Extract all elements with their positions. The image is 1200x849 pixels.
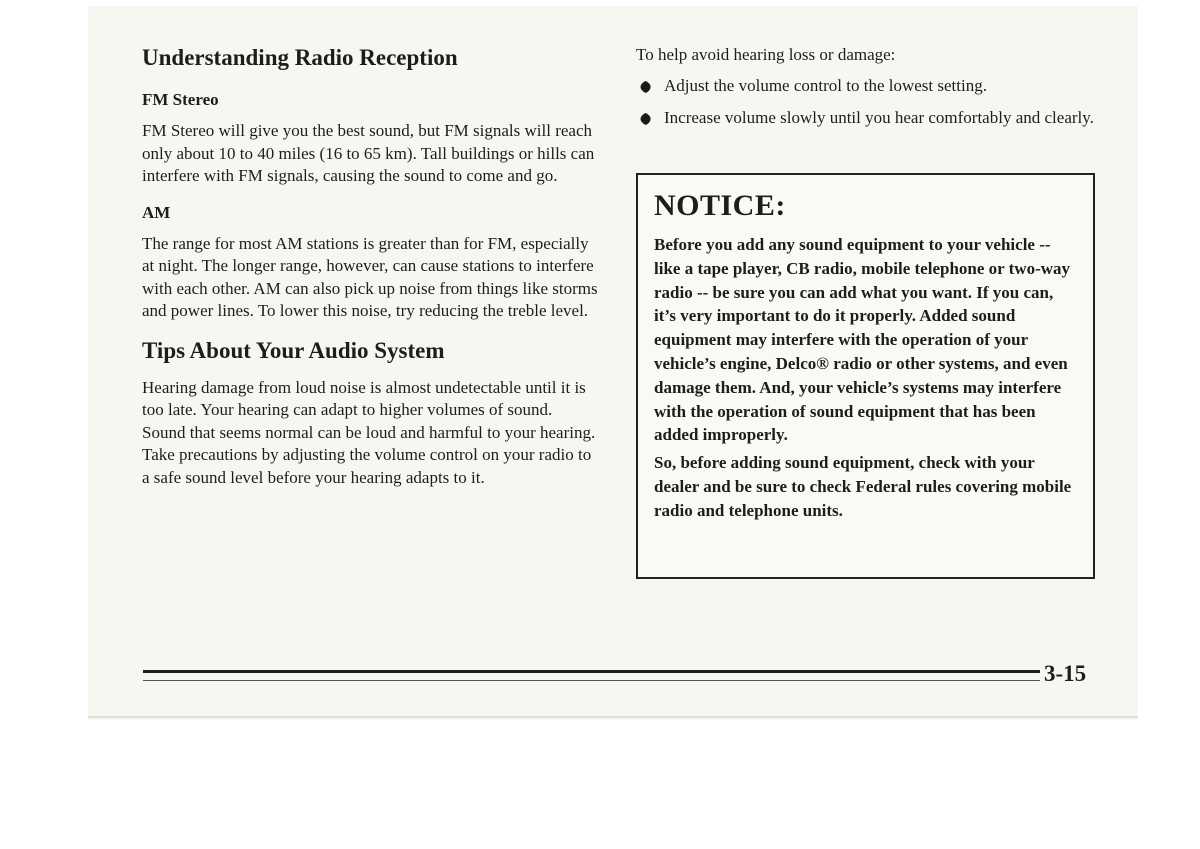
section-title-radio-reception: Understanding Radio Reception [142, 45, 458, 70]
list-item-text: Adjust the volume control to the lowest setting. [664, 75, 987, 95]
fm-stereo-heading: FM Stereo [142, 90, 219, 109]
bullet-icon [640, 113, 651, 125]
left-column [142, 44, 598, 503]
footer-rule-thin [143, 680, 1040, 681]
list-item [636, 75, 1096, 98]
am-heading: AM [142, 202, 171, 222]
notice-title: NOTICE: [654, 189, 786, 222]
hearing-tips-list [636, 75, 1096, 130]
list-item-text: Increase volume slowly until you hear comfortably and clearly. [664, 108, 1094, 127]
footer-rule-thick [143, 670, 1040, 673]
list-item [636, 107, 1096, 130]
fm-stereo-paragraph: FM Stereo will give you the best sound, but FM signals will reach only about 10 to 40 miles (16 to 65 km). Tall buildings or hills can interfere with FM signals, causing the sound to come and go. [142, 121, 595, 185]
right-column [636, 44, 1096, 140]
notice-box [636, 173, 1095, 579]
section-title-audio-tips: Tips About Your Audio System [142, 337, 445, 363]
audio-tips-paragraph: Hearing damage from loud noise is almost undetectable until it is too late. Your hearing can adapt to higher volumes of sound. Sound that seems normal can be loud and harmful to your hearing. Take precautions by adjusting the volume control on your radio to a safe sound level before your hearing adapts to it. [142, 377, 596, 487]
am-paragraph: The range for most AM stations is greater than for FM, especially at night. The longer range, however, can cause stations to interfere with each other. AM can also pick up noise from things like storms and power lines. To lower this noise, try reducing the treble level. [142, 233, 598, 320]
page-edge-shadow [88, 716, 1138, 720]
bullet-icon [640, 81, 651, 93]
hearing-intro: To help avoid hearing loss or damage: [636, 45, 896, 64]
notice-paragraph-1: Before you add any sound equipment to your vehicle -- like a tape player, CB radio, mobile telephone or two-way radio -- be sure you can add what you want. If you can, it’s very important to do it properly. Added sound equipment may interfere with the operation of your vehicle’s engine, Delco® radio or other systems, and even damage them. And, your vehicle’s systems may interfere with the operation of sound equipment that has been added improperly. [654, 235, 1071, 445]
notice-paragraph-2: So, before adding sound equipment, check with your dealer and be sure to check Federal rules covering mobile radio and telephone units. [654, 453, 1072, 520]
page-number: 3-15 [1044, 661, 1087, 686]
